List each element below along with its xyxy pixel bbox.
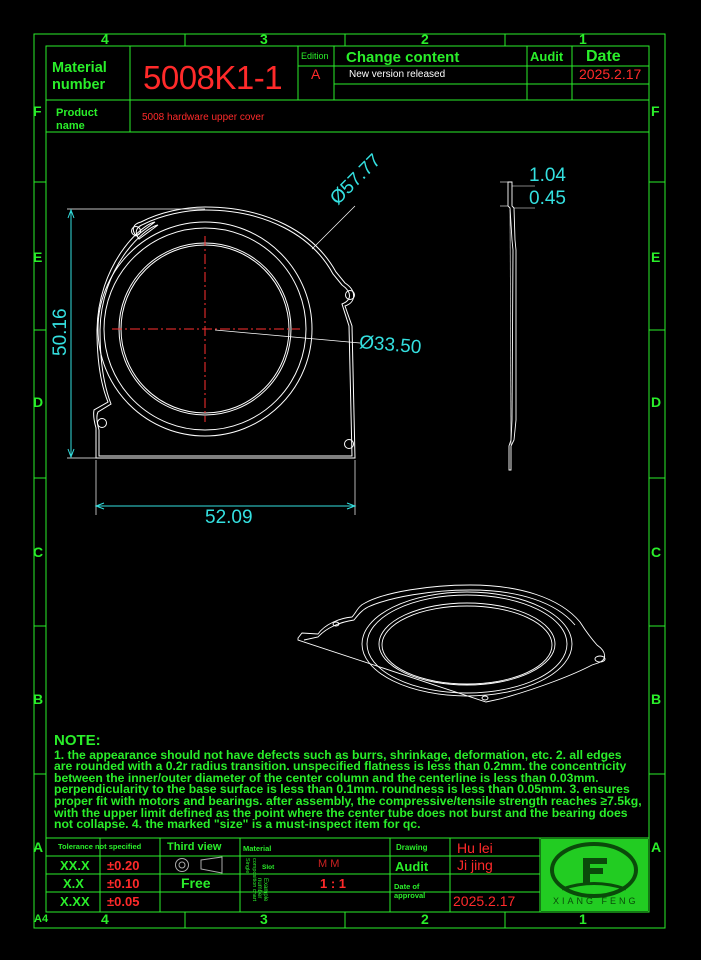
audit-by-value: Ji jing xyxy=(457,857,493,873)
material-number-label: Material number xyxy=(52,60,107,93)
free-label: Free xyxy=(181,875,211,891)
zone-row-right-f: F xyxy=(651,103,660,119)
tolerance-value-2: ±0.10 xyxy=(107,876,140,891)
approval-label: Date of approval xyxy=(394,882,426,900)
drawing-by-value: Hu lei xyxy=(457,840,493,856)
audit-header-label: Audit xyxy=(530,49,564,64)
zone-col-top-3: 3 xyxy=(260,31,268,47)
zone-row-left-d: D xyxy=(33,394,44,410)
scale-value: 1 : 1 xyxy=(320,876,347,891)
product-name-label: Product name xyxy=(56,107,98,132)
date-value: 2025.2.17 xyxy=(579,66,642,82)
zone-row-left-e: E xyxy=(33,249,43,265)
material-label: Material xyxy=(243,844,272,853)
technical-note xyxy=(54,732,642,832)
edition-label: Edition xyxy=(301,51,329,61)
zone-row-right-a: A xyxy=(651,839,662,855)
tolerance-label: Tolerance not specified xyxy=(58,842,142,851)
zone-col-bottom-4: 4 xyxy=(101,911,109,927)
thickness-total-dimension: 1.04 xyxy=(529,165,566,186)
zone-row-right-e: E xyxy=(651,249,661,265)
front-view xyxy=(67,206,360,515)
note-title: NOTE: xyxy=(54,732,101,749)
change-content-value: New version released xyxy=(349,69,446,80)
date-header-label: Date xyxy=(586,48,621,65)
zone-col-top-4: 4 xyxy=(101,31,109,47)
third-angle-symbol xyxy=(176,857,223,873)
height-dimension: 50.16 xyxy=(50,308,71,356)
zone-row-left-b: B xyxy=(33,691,44,707)
width-dimension: 52.09 xyxy=(205,507,253,528)
drawing-label: Drawing xyxy=(396,843,428,852)
zone-row-right-c: C xyxy=(651,544,662,560)
tolerance-value-3: ±0.05 xyxy=(107,894,140,909)
isometric-view xyxy=(298,585,605,702)
outer-diameter-dimension: Ø57.77 xyxy=(326,150,386,210)
slot-label: Slot xyxy=(262,864,275,871)
change-content-label: Change content xyxy=(346,49,460,66)
note-body: 1. the appearance should not have defects such as burrs, shrinkage, deformation, etc. 2. all edges are rounded with a 0.2r radius transition. unspecified flatness is less than 0.2mm. the concentricity between the inner/outer diameter of the center column and the centerline is less than 0.03mm. perpendicularity to the base surface is less than 0.1mm. roundness is less than 0.05mm. 3. ensures proper fit with motors and bearings. after assembly, the compressive/tensile strength reaches ≥7.5kg, with the upper limit defined as the point where the center tube does not burst and the bearing does not collapse. 4. the marked "size" is a must-inspect item for qc. xyxy=(54,747,642,832)
edition-value: A xyxy=(311,66,321,82)
product-name-value: 5008 hardware upper cover xyxy=(142,112,265,123)
zone-row-left-c: C xyxy=(33,544,44,560)
zone-col-bottom-2: 2 xyxy=(421,911,429,927)
unit-value: M M xyxy=(318,858,340,870)
audit-label: Audit xyxy=(395,859,429,874)
tolerance-format-1: XX.X xyxy=(60,858,90,873)
third-view-label: Third view xyxy=(167,841,222,853)
single-label: Single xyxy=(244,858,250,874)
composition-chart-label: composition chart xyxy=(251,858,257,902)
zone-row-left-a: A xyxy=(33,839,44,855)
tolerance-format-3: X.XX xyxy=(60,894,90,909)
example-number-label: Example number xyxy=(256,878,268,902)
inner-diameter-dimension: Ø33.50 xyxy=(358,332,423,359)
zone-col-bottom-1: 1 xyxy=(579,911,587,927)
tolerance-value-1: ±0.20 xyxy=(107,858,140,873)
zone-col-top-1: 1 xyxy=(579,31,587,47)
approval-date-value: 2025.2.17 xyxy=(453,893,516,909)
zone-row-right-b: B xyxy=(651,691,662,707)
zone-col-bottom-3: 3 xyxy=(260,911,268,927)
zone-col-top-2: 2 xyxy=(421,31,429,47)
zone-row-left-f: F xyxy=(33,103,42,119)
sheet-size-label: A4 xyxy=(34,913,49,925)
logo-text: XIANG FENG xyxy=(553,896,639,906)
thickness-plate-dimension: 0.45 xyxy=(529,188,566,209)
side-view xyxy=(500,182,535,470)
material-number-value: 5008K1-1 xyxy=(143,59,283,96)
tolerance-format-2: X.X xyxy=(63,876,84,891)
zone-row-right-d: D xyxy=(651,394,662,410)
